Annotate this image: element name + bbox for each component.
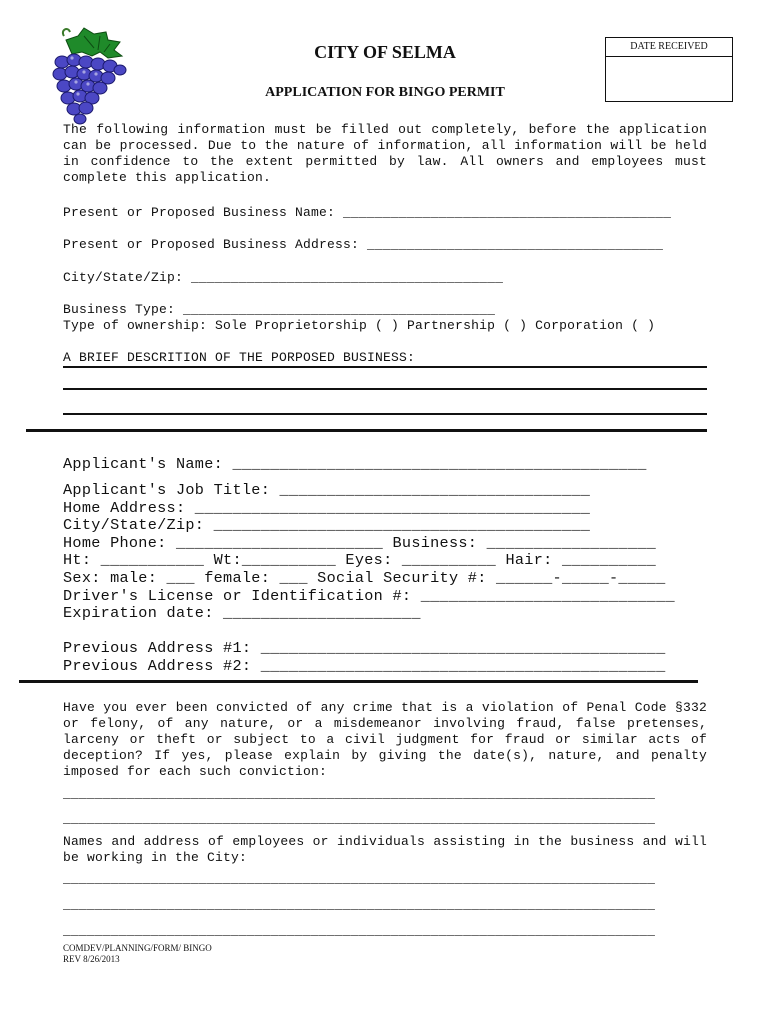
license-field[interactable]: Driver's License or Identification #: ___________________________ [63,587,675,605]
business-city-field[interactable]: City/State/Zip: _______________________________________ [63,270,504,285]
conviction-answer-line-2[interactable]: __________________________________________________________________________ [63,811,656,826]
previous-address-1-field[interactable]: Previous Address #1: ___________________________________________ [63,639,666,657]
employees-answer-line-2[interactable]: __________________________________________________________________________ [63,897,656,912]
business-name-field[interactable]: Present or Proposed Business Name: _________________________________________ [63,205,672,220]
business-type-field[interactable]: Business Type: _______________________________________ [63,302,496,317]
employees-answer-line-1[interactable]: __________________________________________________________________________ [63,871,656,886]
physical-description-field[interactable]: Ht: ___________ Wt:__________ Eyes: __________ Hair: __________ [63,551,657,569]
form-code: COMDEV/PLANNING/FORM/ BINGO [63,943,212,953]
description-line-1[interactable] [63,366,707,368]
business-address-field[interactable]: Present or Proposed Business Address: _____________________________________ [63,237,664,252]
phone-field[interactable]: Home Phone: ______________________ Business: __________________ [63,534,657,552]
applicant-name-field[interactable]: Applicant's Name: ____________________________________________ [63,455,647,473]
ownership-type-options[interactable]: Type of ownership: Sole Proprietorship ( ) Partnership ( ) Corporation ( ) [63,318,656,333]
section-divider-1 [26,429,707,432]
expiration-date-field[interactable]: Expiration date: _____________________ [63,604,421,622]
conviction-answer-line-1[interactable]: __________________________________________________________________________ [63,786,656,801]
date-received-box[interactable] [605,37,733,102]
sex-ssn-field[interactable]: Sex: male: ___ female: ___ Social Security #: ______-_____-_____ [63,569,666,587]
applicant-job-title-field[interactable]: Applicant's Job Title: _________________________________ [63,481,591,499]
business-description-label: A BRIEF DESCRITION OF THE PORPOSED BUSINESS: [63,350,416,365]
page-title: CITY OF SELMA [314,42,456,62]
applicant-city-field[interactable]: City/State/Zip: ________________________________________ [63,516,591,534]
form-title: APPLICATION FOR BINGO PERMIT [265,85,505,100]
intro-paragraph: The following information must be filled out completely, before the application can be processed. Due to the nature of information, all information will be held in confidence to the extent permitted by law. All owners and employees must complete this application. [63,122,707,185]
revision-date: REV 8/26/2013 [63,954,120,964]
previous-address-2-field[interactable]: Previous Address #2: ___________________________________________ [63,657,666,675]
conviction-question: Have you ever been convicted of any crime that is a violation of Penal Code §332 or felony, of any nature, or a misdemeanor involving fraud, false pretenses, larceny or theft or subject to a civil judgment for fraud or similar acts of deception? If yes, please explain by giving the date(s), nature, and penalty imposed for each such conviction: [63,700,707,779]
employees-answer-line-3[interactable]: __________________________________________________________________________ [63,923,656,938]
grapes-logo [48,26,132,126]
section-divider-2 [19,680,698,683]
employees-question: Names and address of employees or individuals assisting in the business and will be working in the City: [63,834,707,865]
description-line-2[interactable] [63,388,707,390]
description-line-3[interactable] [63,413,707,415]
date-received-label: DATE RECEIVED [606,38,732,57]
home-address-field[interactable]: Home Address: __________________________________________ [63,499,591,517]
